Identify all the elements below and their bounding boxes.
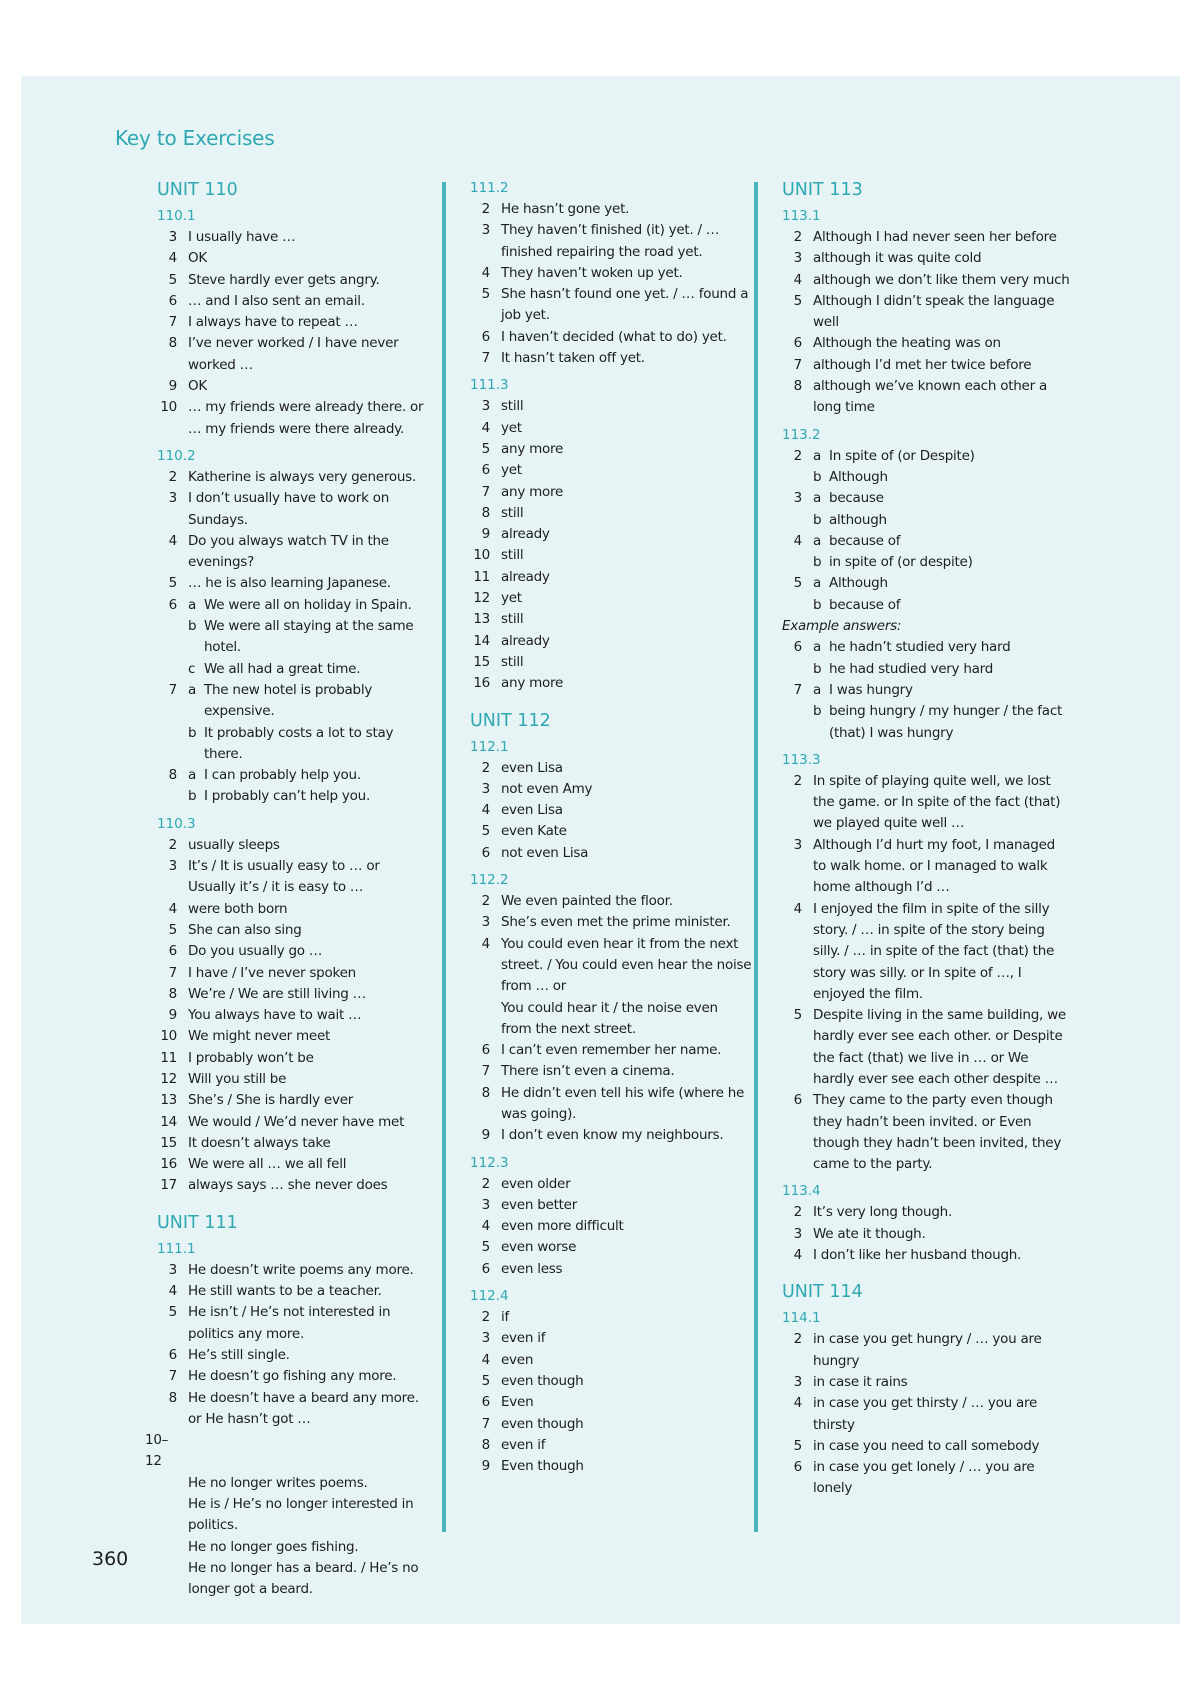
answer-item: 2 usually sleeps <box>168 836 280 853</box>
answer-item: 3 in case it rains <box>793 1373 908 1390</box>
exercise-heading: 110.1 <box>157 208 196 224</box>
answer-item: b It probably costs a lot to stay there. <box>188 724 394 762</box>
answer-item: 6 Do you usually go … <box>168 943 323 960</box>
answer-item: 9 Even though <box>481 1458 584 1475</box>
answer-item: 6 a he hadn’t studied very hard <box>793 639 1011 656</box>
answer-item: 2 Katherine is always very generous. <box>168 468 416 485</box>
column-divider <box>442 182 446 1532</box>
answer-item: 6 even less <box>481 1260 563 1277</box>
answer-item: 8 I’ve never worked / I have never worked … <box>168 335 399 373</box>
answer-item: You could hear it / the noise even from the next street. <box>501 999 718 1037</box>
answer-list <box>782 771 1072 1176</box>
answer-item: 2 even older <box>481 1175 571 1192</box>
answer-item: 3 I usually have … <box>168 229 296 245</box>
answer-item: 12 yet <box>473 590 522 607</box>
exercise-heading: 112.2 <box>470 872 509 889</box>
column-2 <box>470 178 752 1477</box>
answer-item: 4 although we don’t like them very much <box>793 271 1070 288</box>
answer-item: 4 even more difficult <box>481 1218 624 1235</box>
answer-list <box>157 467 427 595</box>
answer-item: 8 He doesn’t have a beard any more. or He hasn’t got … <box>168 1389 419 1427</box>
answer-item: 4 even <box>481 1351 534 1368</box>
exercise-heading: 111.2 <box>470 180 509 196</box>
answer-item: 7 a The new hotel is probably expensive. <box>168 681 373 720</box>
answer-item: 5 … he is also learning Japanese. <box>168 575 391 592</box>
answer-item: c We all had a great time. <box>188 660 361 677</box>
answer-item: 3 It’s / It is usually easy to … or Usually it’s / it is easy to … <box>168 858 380 896</box>
answer-item: 16 We were all … we all fell <box>160 1156 347 1173</box>
answer-item: 2 He hasn’t gone yet. <box>481 201 630 217</box>
answer-item: b although <box>813 511 887 528</box>
answer-item: 15 It doesn’t always take <box>160 1134 331 1151</box>
answer-item: 7 I always have to repeat … <box>168 314 358 331</box>
exercise-heading: 112.1 <box>470 738 509 755</box>
answer-item: 11 I probably won’t be <box>160 1049 314 1066</box>
answer-item: 4 I don’t like her husband though. <box>793 1247 1022 1264</box>
exercise-heading: 112.3 <box>470 1154 509 1171</box>
answer-item: 2 In spite of playing quite well, we lost the game. or In spite of the fact (that) we played quite well … <box>793 772 1061 832</box>
unit-heading: UNIT 113 <box>782 180 863 200</box>
answer-item: 2 Although I had never seen her before <box>793 229 1057 245</box>
answer-list <box>470 891 752 997</box>
exercise-heading: 113.2 <box>782 426 821 443</box>
answer-item: b Although <box>813 468 888 485</box>
answer-item: 14 We would / We’d never have met <box>160 1113 405 1130</box>
answer-item: 6 a We were all on holiday in Spain. <box>168 596 412 613</box>
answer-item: 5 She can also sing <box>168 921 302 938</box>
answer-item: 3 He doesn’t write poems any more. <box>168 1261 414 1278</box>
answer-list <box>782 1329 1072 1499</box>
answer-item: 2 in case you get hungry / … you are hungry <box>793 1331 1042 1369</box>
answer-item: 4 in case you get thirsty / … you are thirsty <box>793 1395 1038 1433</box>
answer-item: 3 They haven’t finished (it) yet. / … finished repairing the road yet. <box>481 222 720 260</box>
answer-item: b he had studied very hard <box>813 660 994 677</box>
answer-item: 3 She’s even met the prime minister. <box>481 914 731 931</box>
answer-item: 4 They haven’t woken up yet. <box>481 264 683 281</box>
answer-item: 5 even Kate <box>481 823 567 840</box>
example-note: Example answers: <box>782 618 902 635</box>
answer-item: 4 Do you always watch TV in the evenings? <box>168 532 389 571</box>
answer-item: 8 We’re / We are still living … <box>168 985 366 1002</box>
answer-item: 6 They came to the party even though they hadn’t been invited. or Even though they hadn’t been invited, they came to the party. <box>793 1092 1062 1173</box>
answer-item: 10 We might never meet <box>160 1028 331 1045</box>
answer-item: 6 I haven’t decided (what to do) yet. <box>481 328 727 345</box>
answer-item: 9 You always have to wait … <box>168 1007 362 1024</box>
answer-item: 5 even though <box>481 1372 584 1389</box>
answer-item: 7 any more <box>481 483 564 500</box>
exercise-heading: 113.3 <box>782 751 821 768</box>
answer-item: 3 even better <box>481 1196 578 1213</box>
answer-item: 5 Although I didn’t speak the language well <box>793 292 1055 331</box>
exercise-heading: 112.4 <box>470 1288 509 1305</box>
answer-item: 3 Although I’d hurt my foot, I managed to walk home. or I managed to walk home although I’d … <box>793 836 1055 896</box>
column-3 <box>782 178 1072 1500</box>
answer-item: 4 You could even hear it from the next street. / You could even hear the noise from … or <box>481 935 752 995</box>
unit-heading: UNIT 112 <box>470 710 551 731</box>
answer-item: 10–12 <box>145 1432 169 1470</box>
answer-item: 9 already <box>481 526 550 543</box>
answer-item: 13 She’s / She is hardly ever <box>160 1092 354 1109</box>
answer-item: 8 although we’ve known each other a long time <box>793 378 1047 416</box>
column-divider <box>754 182 758 1532</box>
answer-item: 5 even worse <box>481 1239 577 1256</box>
answer-item: 7 I have / I’ve never spoken <box>168 964 356 981</box>
answer-list <box>470 1040 752 1146</box>
answer-item: 8 still <box>481 504 524 521</box>
answer-item: 6 Even <box>481 1394 534 1411</box>
answer-item: 17 always says … she never does <box>160 1177 388 1194</box>
answer-item: 6 I can’t even remember her name. <box>481 1042 722 1059</box>
answer-item: 7 although I’d met her twice before <box>793 356 1032 373</box>
answer-item: b in spite of (or despite) <box>813 554 973 571</box>
column-1 <box>145 178 427 1601</box>
answer-list <box>782 227 1072 419</box>
answer-item: 7 even though <box>481 1415 584 1432</box>
answer-item: 12 Will you still be <box>160 1070 287 1087</box>
answer-item: 9 I don’t even know my neighbours. <box>481 1127 724 1144</box>
answer-item: 2 We even painted the floor. <box>481 893 673 910</box>
answer-item: 3 We ate it though. <box>793 1225 926 1242</box>
exercise-heading: 114.1 <box>782 1310 821 1327</box>
answer-item: 6 Although the heating was on <box>793 335 1001 352</box>
answer-item: 3 a because <box>793 490 884 507</box>
answer-item: 14 already <box>473 632 550 649</box>
answer-item: 5 He isn’t / He’s not interested in politics any more. <box>168 1304 391 1342</box>
answer-list <box>157 227 427 440</box>
answer-item: 4 I enjoyed the film in spite of the silly story. / … in spite of the story being silly. / … in spite of the fact (that) the story was silly. or In spite of …, I enjoyed the film. <box>793 900 1055 1002</box>
answer-item: 5 She hasn’t found one yet. / … found a job yet. <box>481 286 749 324</box>
exercise-heading: 111.3 <box>470 377 509 394</box>
answer-item: 6 He’s still single. <box>168 1346 290 1363</box>
answer-item: 15 still <box>473 653 524 670</box>
answer-item: He is / He’s no longer interested in politics. <box>188 1496 414 1534</box>
answer-item: 8 a I can probably help you. <box>168 767 361 784</box>
exercise-heading: 113.1 <box>782 208 821 224</box>
unit-heading: UNIT 110 <box>157 180 238 200</box>
answer-item: 2 even Lisa <box>481 759 563 776</box>
answer-list <box>157 835 427 1197</box>
answer-item: 4 were both born <box>168 900 288 917</box>
answer-item: 3 I don’t usually have to work on Sundays. <box>168 490 390 528</box>
answer-item: 5 Steve hardly ever gets angry. <box>168 271 380 288</box>
answer-item: 5 Despite living in the same building, we hardly ever see each other. or Despite the fact (that) we live in … or We hardly ever see each other despite … <box>793 1007 1066 1087</box>
exercise-heading: 110.2 <box>157 447 196 464</box>
answer-item: 6 in case you get lonely / … you are lonely <box>793 1459 1035 1497</box>
answer-item: 4 yet <box>481 419 522 436</box>
answer-item: He no longer has a beard. / He’s no longer got a beard. <box>188 1559 419 1598</box>
answer-item: 3 although it was quite cold <box>793 250 982 267</box>
answer-item: b being hungry / my hunger / the fact (that) I was hungry <box>813 703 1063 741</box>
answer-item: 4 a because of <box>793 532 901 549</box>
answer-list <box>782 1202 1072 1266</box>
answer-item: 3 not even Amy <box>481 780 593 797</box>
answer-item: 7 There isn’t even a cinema. <box>481 1063 675 1080</box>
answer-item: 9 OK <box>168 378 207 395</box>
unit-heading: UNIT 111 <box>157 1212 238 1233</box>
exercise-heading: 111.1 <box>157 1240 196 1257</box>
exercise-heading: 113.4 <box>782 1183 821 1200</box>
answer-list <box>470 396 752 694</box>
page-title: Key to Exercises <box>115 126 275 150</box>
answer-item: 5 in case you need to call somebody <box>793 1437 1040 1454</box>
answer-item: b because of <box>813 596 901 613</box>
page-number: 360 <box>92 1548 129 1570</box>
answer-item: 2 It’s very long though. <box>793 1204 953 1221</box>
answer-item: b I probably can’t help you. <box>188 788 370 805</box>
answer-item: 5 any more <box>481 440 564 457</box>
answer-item: 4 OK <box>168 250 207 267</box>
answer-item: 4 even Lisa <box>481 802 563 819</box>
answer-list <box>470 758 752 864</box>
answer-list <box>470 1174 752 1280</box>
answer-item: He no longer goes fishing. <box>188 1538 359 1555</box>
answer-item: 3 still <box>481 398 524 415</box>
answer-item: 8 He didn’t even tell his wife (where he was going). <box>481 1084 745 1122</box>
answer-item: 7 It hasn’t taken off yet. <box>481 350 645 367</box>
answer-item: 8 even if <box>481 1436 546 1453</box>
answer-list <box>470 1307 752 1477</box>
answer-item: 6 … and I also sent an email. <box>168 292 365 309</box>
answer-list <box>470 199 752 369</box>
answer-item: 11 already <box>473 568 550 585</box>
answer-item: 4 He still wants to be a teacher. <box>168 1283 382 1300</box>
answer-list <box>157 1260 427 1430</box>
answer-item: 2 a In spite of (or Despite) <box>793 447 975 464</box>
answer-item: b We were all staying at the same hotel. <box>188 618 414 656</box>
answer-item: 16 any more <box>473 675 564 692</box>
answer-item: 10 … my friends were already there. or … my friends were there already. <box>160 399 424 437</box>
answer-item: 2 if <box>481 1309 510 1326</box>
answer-item: 7 He doesn’t go fishing any more. <box>168 1368 397 1385</box>
unit-heading: UNIT 114 <box>782 1282 863 1303</box>
answer-item: 10 still <box>473 547 524 564</box>
answer-item: 7 a I was hungry <box>793 681 913 698</box>
exercise-heading: 110.3 <box>157 815 196 832</box>
answer-item: 13 still <box>473 611 524 628</box>
answer-item: 6 not even Lisa <box>481 844 589 861</box>
answer-item: He no longer writes poems. <box>188 1474 368 1491</box>
answer-item: 3 even if <box>481 1330 546 1347</box>
answer-item: 5 a Although <box>793 575 888 592</box>
answer-item: 6 yet <box>481 462 522 479</box>
